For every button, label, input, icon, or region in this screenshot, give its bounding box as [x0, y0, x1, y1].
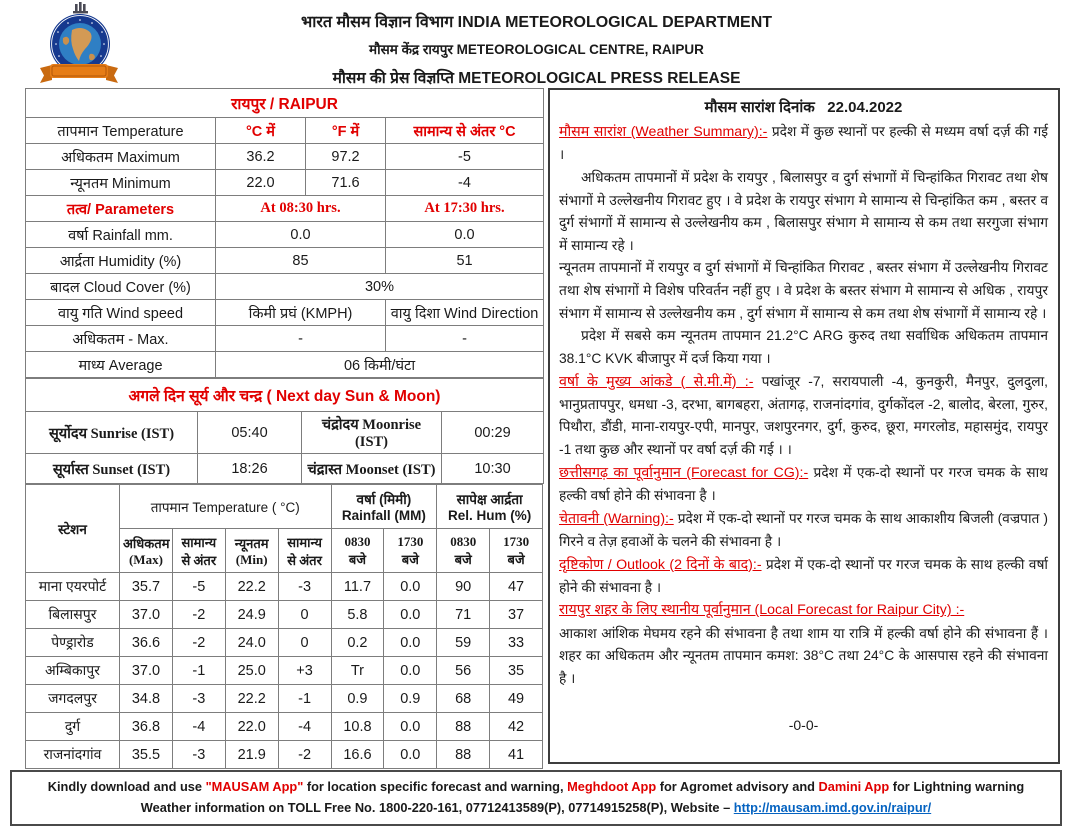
- sun-moon-table: [25, 378, 544, 484]
- parameters-label: तत्व/ Parameters: [26, 196, 216, 222]
- summary-title: [559, 97, 1048, 117]
- rainfall-header-english: Rainfall (MM): [341, 508, 426, 523]
- centre-title-hindi: मौसम केंद्र रायपुर: [369, 42, 453, 57]
- cell: 33: [490, 629, 543, 657]
- rainfall-figures-heading: वर्षा के मुख्य आंकडे ( से.मी.में) :-: [559, 373, 754, 390]
- mausam-app-label: "MAUSAM App": [205, 779, 304, 795]
- cell: 35.5: [120, 741, 173, 769]
- min-temp-label: न्यूनतम Minimum: [26, 170, 216, 196]
- cell: -2: [172, 601, 225, 629]
- cell: -2: [172, 629, 225, 657]
- table-row: [26, 713, 543, 741]
- cell: -3: [278, 573, 331, 601]
- table-row: [26, 352, 544, 378]
- table-row: [26, 326, 544, 352]
- cell: -1: [172, 657, 225, 685]
- press-release-title: [0, 66, 1073, 88]
- min-temp-diff: -4: [386, 170, 544, 196]
- cloud-cover-label: बादल Cloud Cover (%): [26, 274, 216, 300]
- summary-date: 22.04.2022: [827, 99, 903, 116]
- station-name: राजनांदगांव: [26, 741, 120, 769]
- sunrise-label: सूर्योदय Sunrise (IST): [26, 412, 198, 454]
- cg-forecast-text: प्रदेश में एक-दो स्थानों पर गरज चमक के साथ हल्की वर्षा होने की संभावना है ।: [559, 464, 1048, 503]
- wind-direction-label: वायु दिशा Wind Direction: [386, 300, 544, 326]
- table-row: [26, 300, 544, 326]
- cell: -5: [172, 573, 225, 601]
- moonset-time: 10:30: [442, 454, 544, 484]
- humidity-header-hindi: सापेक्ष आर्द्रता: [456, 492, 523, 507]
- weather-summary-paragraph: [559, 121, 1048, 167]
- cell: 36.6: [120, 629, 173, 657]
- max-temp-c: 36.2: [216, 144, 306, 170]
- footer-text: Kindly download and use: [47, 779, 206, 795]
- subheader-hum-1730: 1730 बजे: [490, 529, 543, 573]
- cell: 37: [490, 601, 543, 629]
- wind-max-label: अधिकतम - Max.: [26, 326, 216, 352]
- temperature-group-header: तापमान Temperature ( °C): [120, 485, 332, 529]
- table-row: [26, 274, 544, 300]
- local-forecast-text: आकाश आंशिक मेघमय रहने की संभावना है तथा शाम या रात्रि में हल्की वर्षा होने की संभावना हैं । शहर का अधिकतम और न्यूनतम तापमान कमश: 38°C तथा 24°C के आसपास रहने की संभावना है ।: [559, 625, 1048, 686]
- weather-summary-panel: [548, 88, 1060, 764]
- rainfall-1730: 0.0: [386, 222, 544, 248]
- outlook-heading: दृष्टिकोण / Outlook (2 दिनों के बाद):-: [559, 556, 762, 573]
- sunset-time: 18:26: [198, 454, 302, 484]
- fahrenheit-header: °F में: [306, 118, 386, 144]
- cell: 24.0: [225, 629, 278, 657]
- footer-text: for location specific forecast and warning,: [303, 779, 568, 795]
- warning-text: प्रदेश में एक-दो स्थानों पर गरज चमक के साथ आकाशीय बिजली (वज्रपात ) गिरने व तेज़ हवाओं के चलने की संभावना है ।: [559, 510, 1048, 549]
- header-titles: [0, 10, 1073, 88]
- local-forecast-paragraph: [559, 599, 1048, 690]
- moonrise-time: 00:29: [442, 412, 544, 454]
- centre-title: [0, 40, 1073, 58]
- temp-header-label: तापमान Temperature: [26, 118, 216, 144]
- cell: -3: [172, 685, 225, 713]
- table-row: [26, 196, 544, 222]
- cell: -3: [172, 741, 225, 769]
- cell: -4: [172, 713, 225, 741]
- cell: 0.0: [384, 573, 437, 601]
- table-row: [26, 601, 543, 629]
- footer-line2: [16, 798, 1056, 818]
- subheader-rain-1730: 1730 बजे: [384, 529, 437, 573]
- station-name: अम्बिकापुर: [26, 657, 120, 685]
- cell: 47: [490, 573, 543, 601]
- ashoka-emblem-icon: [73, 2, 88, 13]
- cell: 22.2: [225, 573, 278, 601]
- subheader-max-departure: सामान्य से अंतर: [172, 529, 225, 573]
- humidity-label: आर्द्रता Humidity (%): [26, 248, 216, 274]
- cell: 11.7: [331, 573, 384, 601]
- banner-ribbon: [40, 64, 118, 83]
- station-name: बिलासपुर: [26, 601, 120, 629]
- min-temp-c: 22.0: [216, 170, 306, 196]
- min-temp-f: 71.6: [306, 170, 386, 196]
- extremes-text: प्रदेश में सबसे कम न्यूनतम तापमान 21.2°C ARG कुरुद तथा सर्वाधिक अधिकतम तापमान 38.1°C KVK बीजापुर में दर्ज किया गया ।: [559, 328, 1048, 366]
- wind-kmph-label: किमी प्रघं (KMPH): [216, 300, 386, 326]
- cell: 0.9: [331, 685, 384, 713]
- table-row: [26, 741, 543, 769]
- time-0830-header: At 08:30 hrs.: [216, 196, 386, 222]
- table-row: [26, 454, 544, 484]
- table-row: [26, 170, 544, 196]
- cell: 35.7: [120, 573, 173, 601]
- cell: 90: [437, 573, 490, 601]
- rainfall-0830: 0.0: [216, 222, 386, 248]
- cell: 41: [490, 741, 543, 769]
- local-forecast-heading: रायपुर शहर के लिए स्थानीय पूर्वानुमान (Local Forecast for Raipur City) :-: [559, 602, 965, 619]
- cell: 16.6: [331, 741, 384, 769]
- subheader-rain-0830: 0830 बजे: [331, 529, 384, 573]
- footer-contact-text: Weather information on TOLL Free No. 1800-220-161, 07712413589(P), 07714915258(P), Website –: [140, 799, 734, 815]
- wind-max-direction: -: [386, 326, 544, 352]
- table-row: [26, 685, 543, 713]
- cell: 34.8: [120, 685, 173, 713]
- weather-summary-text: प्रदेश में कुछ स्थानों पर हल्की से मध्यम वर्षा दर्ज़ की गई ।: [559, 124, 1048, 163]
- table-row: [26, 629, 543, 657]
- damini-app-label: Damini App: [818, 779, 890, 795]
- end-mark: -0-0-: [788, 716, 819, 733]
- wind-avg-value: 06 किमी/घंटा: [216, 352, 544, 378]
- cell: 0.0: [384, 741, 437, 769]
- press-release-english: METEOROLOGICAL PRESS RELEASE: [458, 70, 741, 87]
- table-row: [26, 412, 544, 454]
- cell: 22.2: [225, 685, 278, 713]
- rainfall-figures-paragraph: [559, 371, 1048, 462]
- dept-title: [0, 10, 1073, 32]
- max-temp-text: अधिकतम तापमानों में प्रदेश के रायपुर , बिलासपुर व दुर्ग संभागों में चिन्हांकित गिरावट तथा शेष संभागों मे उल्लेखनीय गिरावट हुए । वे प्रदेश के रायपुर संभाग मे सामान्य से चिन्हांकित कम , बस्तर व दुर्ग संभागों में सामान्य से उल्लेखनीय कम , बिलासपुर संभाग मे सामान्य से कम तथा सरगुजा संभाग में सामान्य रहे ।: [559, 169, 1048, 253]
- cell: 10.8: [331, 713, 384, 741]
- station-name: माना एयरपोर्ट: [26, 573, 120, 601]
- cell: 25.0: [225, 657, 278, 685]
- celsius-header: °C में: [216, 118, 306, 144]
- footer: [10, 770, 1062, 826]
- cell: 37.0: [120, 657, 173, 685]
- station-table: [25, 484, 543, 769]
- warning-heading: चेतावनी (Warning):-: [559, 510, 674, 527]
- station-name: जगदलपुर: [26, 685, 120, 713]
- humidity-header-english: Rel. Hum (%): [447, 508, 532, 523]
- cell: Tr: [331, 657, 384, 685]
- cell: 0.0: [384, 629, 437, 657]
- cell: 88: [437, 741, 490, 769]
- cell: 59: [437, 629, 490, 657]
- sun-moon-title: अगले दिन सूर्य और चन्द्र ( Next day Sun & Moon): [26, 379, 544, 412]
- website-link[interactable]: http://mausam.imd.gov.in/raipur/: [733, 799, 932, 815]
- dept-title-hindi: भारत मौसम विज्ञान विभाग: [300, 14, 454, 31]
- centre-title-english: METEOROLOGICAL CENTRE, RAIPUR: [456, 42, 704, 57]
- cell: 5.8: [331, 601, 384, 629]
- city-title: रायपुर / RAIPUR: [26, 89, 544, 118]
- table-row: [26, 144, 544, 170]
- summary-title-text: मौसम सारांश दिनांक: [704, 99, 815, 116]
- sunrise-time: 05:40: [198, 412, 302, 454]
- footer-line1: [16, 777, 1056, 797]
- weather-summary-heading: मौसम सारांश (Weather Summary):-: [559, 124, 768, 140]
- min-temp-text: न्यूनतम तापमानों में रायपुर व दुर्ग संभागों में चिन्हांकित गिरावट , बस्तर संभाग में उल्लेखनीय गिरावट तथा शेष संभागों मे विशेष परिवर्तन नहीं हुए । वे प्रदेश के बस्तर संभाग मे सामान्य से अधिक , रायपुर संभाग में सामान्य से उल्लेखनीय कम , दुर्ग संभाग में सामान्य से कम तथा शेष संभागों में सामान्य रहे ।: [559, 260, 1048, 321]
- wind-avg-label: माध्य Average: [26, 352, 216, 378]
- moonrise-label: चंद्रोदय Moonrise (IST): [302, 412, 442, 454]
- cell: 88: [437, 713, 490, 741]
- cell: 56: [437, 657, 490, 685]
- sunset-label: सूर्यास्त Sunset (IST): [26, 454, 198, 484]
- cell: 0: [278, 629, 331, 657]
- cell: -2: [278, 741, 331, 769]
- cell: 22.0: [225, 713, 278, 741]
- subheader-min: न्यूनतम (Min): [225, 529, 278, 573]
- cell: 0.9: [384, 685, 437, 713]
- wind-speed-label: वायु गति Wind speed: [26, 300, 216, 326]
- rainfall-header-hindi: वर्षा (मिमी): [356, 492, 412, 507]
- wind-max-speed: -: [216, 326, 386, 352]
- footer-text: for Lightning warning: [889, 779, 1025, 795]
- meghdoot-app-label: Meghdoot App: [567, 779, 657, 795]
- warning-paragraph: [559, 508, 1048, 554]
- subheader-max: अधिकतम (Max): [120, 529, 173, 573]
- min-temp-paragraph: [559, 257, 1048, 325]
- main-content: [25, 88, 1073, 769]
- cell: 35: [490, 657, 543, 685]
- table-row: [26, 248, 544, 274]
- cell: +3: [278, 657, 331, 685]
- cell: -1: [278, 685, 331, 713]
- cell: 0.2: [331, 629, 384, 657]
- cell: 0.0: [384, 657, 437, 685]
- cell: 0.0: [384, 601, 437, 629]
- max-temp-label: अधिकतम Maximum: [26, 144, 216, 170]
- rainfall-group-header: [331, 485, 437, 529]
- cell: 68: [437, 685, 490, 713]
- table-row: [26, 222, 544, 248]
- subheader-hum-0830: 0830 बजे: [437, 529, 490, 573]
- table-row: [26, 657, 543, 685]
- cloud-cover-value: 30%: [216, 274, 544, 300]
- humidity-group-header: [437, 485, 543, 529]
- departure-header: सामान्य से अंतर °C: [386, 118, 544, 144]
- cell: 24.9: [225, 601, 278, 629]
- max-temp-diff: -5: [386, 144, 544, 170]
- rainfall-figures-text: पखांजूर -7, सरायपाली -4, कुनकुरी, मैनपुर, दुलदुला, भानुप्रतापपुर, धमधा -3, दरभा, बागबहरा, अंतागढ़, राजनांदगांव, दुर्गकोंदल -2, बालोद, बेरला, गुरुर, पिथौरा, डौंडी, माना-रायपुर-एपी, मानपुर, जशपुरनगर, दुर्ग, कुरुद, छूरा, मगरलोड, महासमुंद, रायपुर -1 तथा कुछ और स्थानों पर वर्षा दर्ज़ की गई । ।: [559, 373, 1048, 458]
- humidity-1730: 51: [386, 248, 544, 274]
- cell: 71: [437, 601, 490, 629]
- cg-forecast-heading: छत्तीसगढ़ का पूर्वानुमान (Forecast for CG):-: [559, 464, 809, 481]
- cg-forecast-paragraph: [559, 462, 1048, 508]
- station-column-header: स्टेशन: [26, 485, 120, 573]
- max-temp-f: 97.2: [306, 144, 386, 170]
- humidity-0830: 85: [216, 248, 386, 274]
- cell: 0.0: [384, 713, 437, 741]
- table-row: [26, 573, 543, 601]
- time-1730-header: At 17:30 hrs.: [386, 196, 544, 222]
- footer-text: for Agromet advisory and: [656, 779, 819, 795]
- moonset-label: चंद्रास्त Moonset (IST): [302, 454, 442, 484]
- rainfall-label: वर्षा Rainfall mm.: [26, 222, 216, 248]
- left-column: [25, 88, 543, 769]
- station-name: दुर्ग: [26, 713, 120, 741]
- dept-title-english: INDIA METEOROLOGICAL DEPARTMENT: [457, 14, 773, 31]
- max-temp-paragraph: [559, 167, 1048, 258]
- subheader-min-departure: सामान्य से अंतर: [278, 529, 331, 573]
- cell: 42: [490, 713, 543, 741]
- press-release-hindi: मौसम की प्रेस विज्ञप्ति: [332, 70, 454, 87]
- station-name: पेण्ड्रारोड: [26, 629, 120, 657]
- cell: 37.0: [120, 601, 173, 629]
- cell: 21.9: [225, 741, 278, 769]
- outlook-paragraph: [559, 554, 1048, 600]
- extremes-paragraph: [559, 325, 1048, 370]
- cell: 0: [278, 601, 331, 629]
- header: [0, 0, 1073, 88]
- city-weather-table: [25, 88, 544, 378]
- outlook-text: प्रदेश में एक-दो स्थानों पर गरज चमक के साथ हल्की वर्षा होने की संभावना है ।: [559, 556, 1049, 595]
- cell: 36.8: [120, 713, 173, 741]
- cell: 49: [490, 685, 543, 713]
- cell: -4: [278, 713, 331, 741]
- imd-logo: [32, 2, 126, 88]
